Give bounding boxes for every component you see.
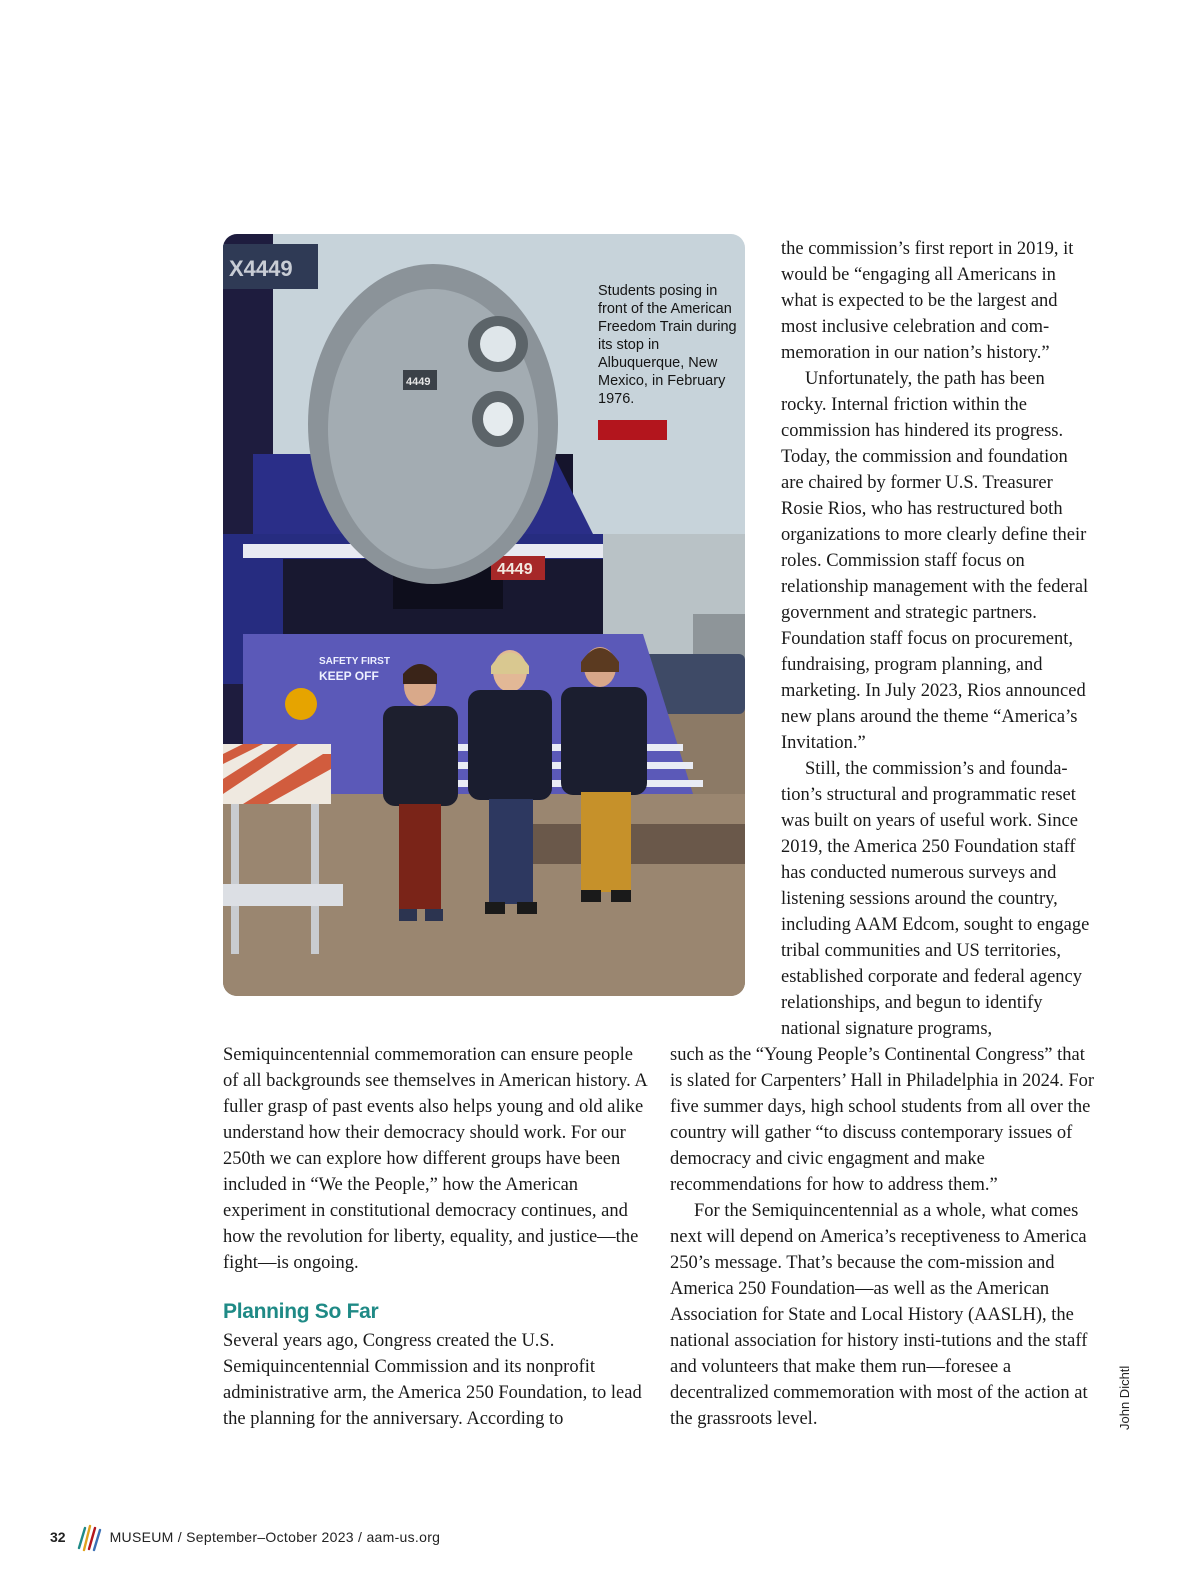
top-number-text: X4449 [229, 256, 293, 281]
aam-logo-icon [76, 1522, 102, 1552]
page-number: 32 [50, 1529, 66, 1545]
body-paragraph: Semiquincentennial commemoration can ensure people of all backgrounds see themselves in American history. A fuller grasp of past events also helps young and old alike understand how their democracy should work. For our 250th we can explore how different groups have been included in “We the People,” how the American experiment in constitutional democracy continues, and how the revolution for liberty, equality, and justice—the fight—is ongoing. [223, 1045, 647, 1273]
right-column-top [781, 236, 1093, 1042]
page-footer [50, 1522, 440, 1552]
body-paragraph: For the Semiquincentennial as a whole, what comes next will depend on America’s receptiveness to America 250’s message. That’s because the com-mission and America 250 Foundation—as well as the American Association for State and Local History (AASLH), the national association for history insti-tutions and the staff and volunteers that make them run—foresee a decentralized commemoration with most of the action at the grassroots level. [670, 1201, 1088, 1429]
right-column-bottom [670, 1042, 1095, 1432]
sign-line1: SAFETY FIRST [319, 656, 390, 667]
publication-info: MUSEUM / September–October 2023 / aam-us.org [109, 1529, 441, 1545]
body-paragraph: Still, the commission’s and founda-tion’s structural and programmatic reset was built on years of useful work. Since 2019, the America 250 Foundation staff has conducted numerous surveys and listening sessions around the country, including AAM Edcom, sought to engage tribal communities and US territories, established corporate and federal agency relationships, and begun to identify national signature programs, [781, 759, 1090, 1039]
body-paragraph: Unfortunately, the path has been rocky. Internal friction within the commission has hindered its progress. Today, the commission and foundation are chaired by former U.S. Treasurer Rosie Rios, who has restructured both organizations to more clearly define their roles. Commission staff focus on relationship management with the federal government and strategic partners. Foundation staff focus on procurement, fundraising, program planning, and marketing. In July 2023, Rios announced new plans around the theme “America’s Invitation.” [781, 369, 1089, 753]
photo-caption: Students posing in front of the American Freedom Train during its stop in Albuquerque, New Mexico, in February 1976. [598, 283, 737, 407]
small-plate-text: 4449 [406, 376, 431, 388]
left-column-section [223, 1328, 648, 1432]
sign-line2: KEEP OFF [319, 669, 379, 683]
body-paragraph: the commission’s first report in 2019, it would be “engaging all Americans in what is expected to be the largest and most inclusive celebration and com-memoration in our nation’s history.” [781, 239, 1074, 363]
caption-accent-bar [598, 420, 667, 440]
body-paragraph: such as the “Young People’s Continental Congress” that is slated for Carpenters’ Hall in Philadelphia in 2024. For five summer days, high school students from all over the country will gather “to discuss contemporary issues of democracy and civic engagment and make recommendations for how to address them.” [670, 1045, 1095, 1195]
photo-credit: John Dichtl [1117, 1365, 1132, 1430]
left-column [223, 1042, 648, 1276]
number-plate-text: 4449 [497, 561, 533, 578]
body-paragraph: Several years ago, Congress created the U.S. Semiquincentennial Commission and its nonprofit administrative arm, the America 250 Foundation, to lead the planning for the anniversary. According to [223, 1331, 642, 1429]
section-heading: Planning So Far [223, 1300, 379, 1323]
